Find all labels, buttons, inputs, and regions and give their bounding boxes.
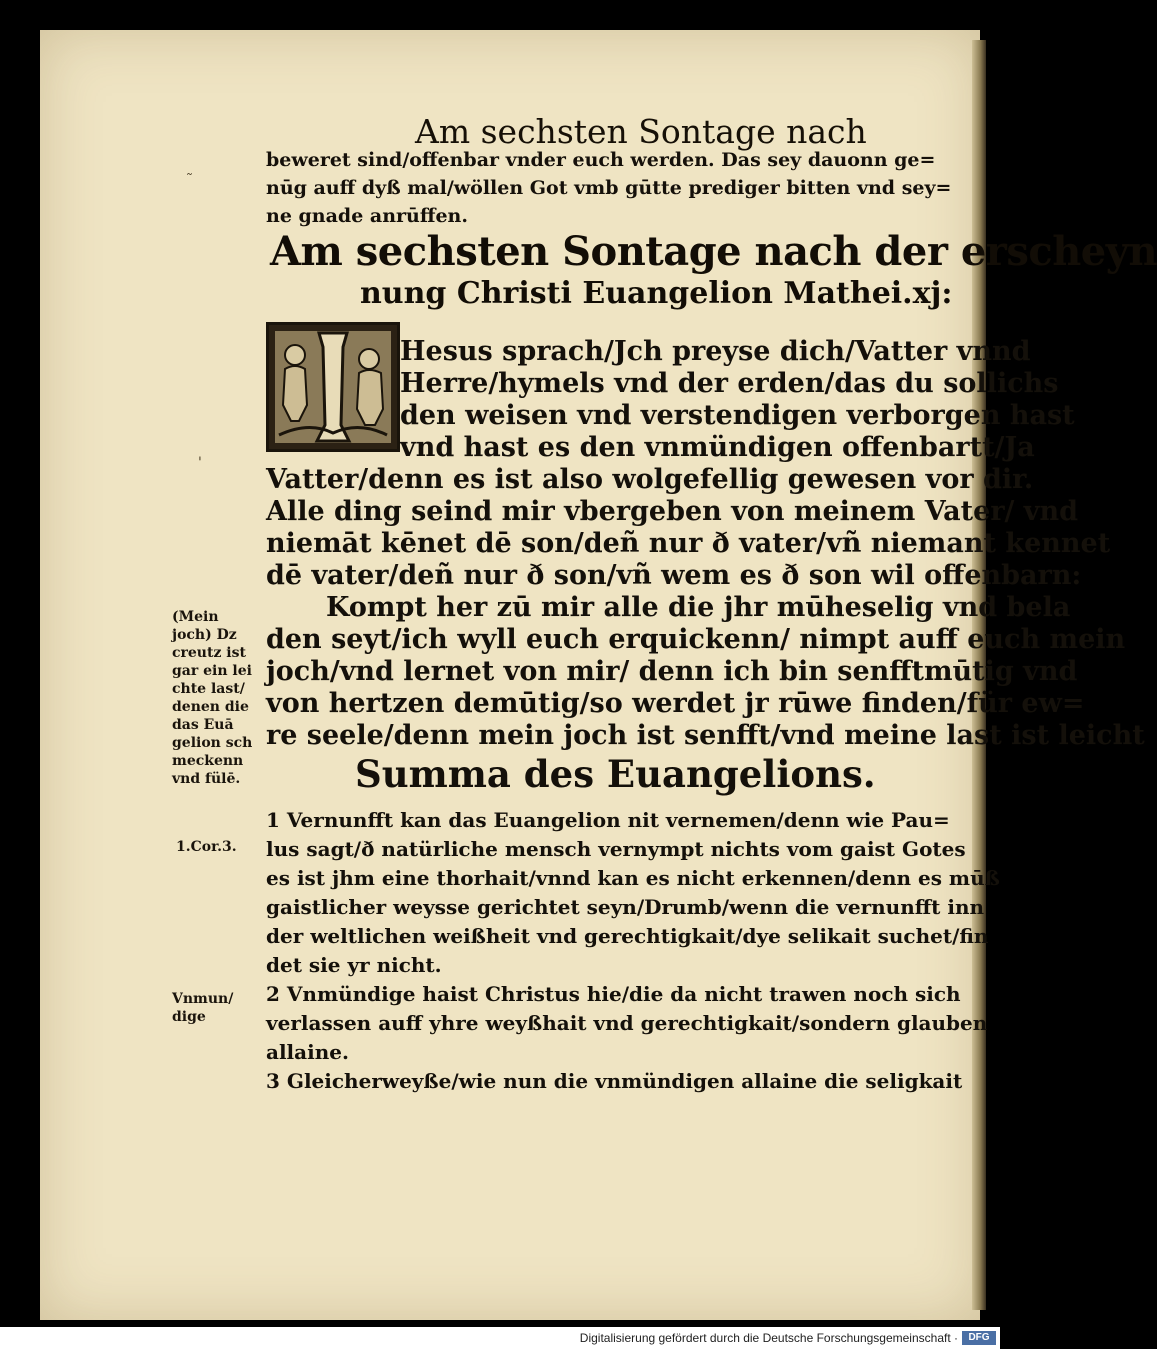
gospel-line: Vatter/denn es ist also wolgefellig gewesen vor dir. xyxy=(266,464,1034,495)
intro-line: beweret sind/offenbar vnder euch werden. Das sey dauonn ge= xyxy=(266,149,936,171)
summa-line: gaistlicher weysse gerichtet seyn/Drumb/wenn die vernunfft inn xyxy=(266,895,985,919)
decorated-initial-image xyxy=(266,322,400,452)
summa-line: der weltlichen weißheit vnd gerechtigkait/dye selikait suchet/fin xyxy=(266,924,989,948)
section-title: Summa des Euangelions. xyxy=(355,752,876,796)
margin-note-vnmundige: Vnmun/ dige xyxy=(172,991,234,1025)
intro-line: nūg auff dyß mal/wöllen Got vmb gūtte prediger bitten vnd sey= xyxy=(266,177,952,199)
intro-line: ne gnade anrūffen. xyxy=(266,205,468,227)
chapter-title: Am sechsten Sontage nach der erscheyn xyxy=(270,228,1157,275)
margin-note-mein-joch: (Mein joch) Dz creutz ist gar ein lei chte last/ denen die das Euā gelion sch meckenn vnd fülē. xyxy=(172,609,253,787)
margin-note-cor: 1.Cor.3. xyxy=(176,839,237,855)
summa-line: det sie yr nicht. xyxy=(266,953,442,977)
gospel-line: Alle ding seind mir vbergeben von meinem Vater/ vnd xyxy=(266,496,1079,527)
summa-line: 3 Gleicherweyße/wie nun die vnmündigen allaine die seligkait xyxy=(266,1069,963,1093)
gospel-line: den seyt/ich wyll euch erquickenn/ nimpt auff euch mein xyxy=(266,624,1126,655)
summa-line: allaine. xyxy=(266,1040,349,1064)
intro-text xyxy=(266,146,951,230)
chapter-subtitle: nung Christi Euangelion Mathei.xj: xyxy=(360,276,953,311)
gospel-line: joch/vnd lernet von mir/ denn ich bin senfftmūtig vnd xyxy=(266,656,1078,687)
summa-line: 1 Vernunfft kan das Euangelion nit vernemen/denn wie Pau= xyxy=(266,808,950,832)
gospel-line: den weisen vnd verstendigen verborgen hast xyxy=(400,400,1075,431)
footer-bar xyxy=(0,1327,1000,1349)
summa-line: verlassen auff yhre weyßhait vnd gerechtigkait/sondern glauben xyxy=(266,1011,988,1035)
margin-mark: ˜ xyxy=(186,172,193,188)
gospel-line: von hertzen demūtig/so werdet jr rūwe finden/für ew= xyxy=(266,688,1085,719)
running-head: Am sechsten Sontage nach xyxy=(415,112,867,151)
margin-mark: ' xyxy=(198,455,202,471)
summa-line: lus sagt/ð natürliche mensch vernympt nichts vom gaist Gotes xyxy=(266,837,966,861)
gospel-line: re seele/denn mein joch ist senfft/vnd meine last ist leicht xyxy=(266,720,1145,751)
gospel-line: Herre/hymels vnd der erden/das du sollichs xyxy=(400,368,1059,399)
gospel-line: Kompt her zū mir alle die jhr mūheselig vnd bela xyxy=(326,592,1071,623)
gospel-line: dē vater/deñ nur ð son/vñ wem es ð son wil offenbarn: xyxy=(266,560,1082,591)
summa-line: es ist jhm eine thorhait/vnnd kan es nicht erkennen/denn es mūß xyxy=(266,866,1000,890)
footer-credit: Digitalisierung gefördert durch die Deutsche Forschungsgemeinschaft · xyxy=(579,1331,958,1345)
summa-line: 2 Vnmündige haist Christus hie/die da nicht trawen noch sich xyxy=(266,982,961,1006)
dfg-logo: DFG xyxy=(962,1331,996,1345)
gospel-line: niemāt kēnet dē son/deñ nur ð vater/vñ niemant kennet xyxy=(266,528,1111,559)
gospel-line: vnd hast es den vnmündigen offenbartt/Ja xyxy=(400,432,1035,463)
gospel-line: Hesus sprach/Jch preyse dich/Vatter vnnd xyxy=(400,336,1031,367)
